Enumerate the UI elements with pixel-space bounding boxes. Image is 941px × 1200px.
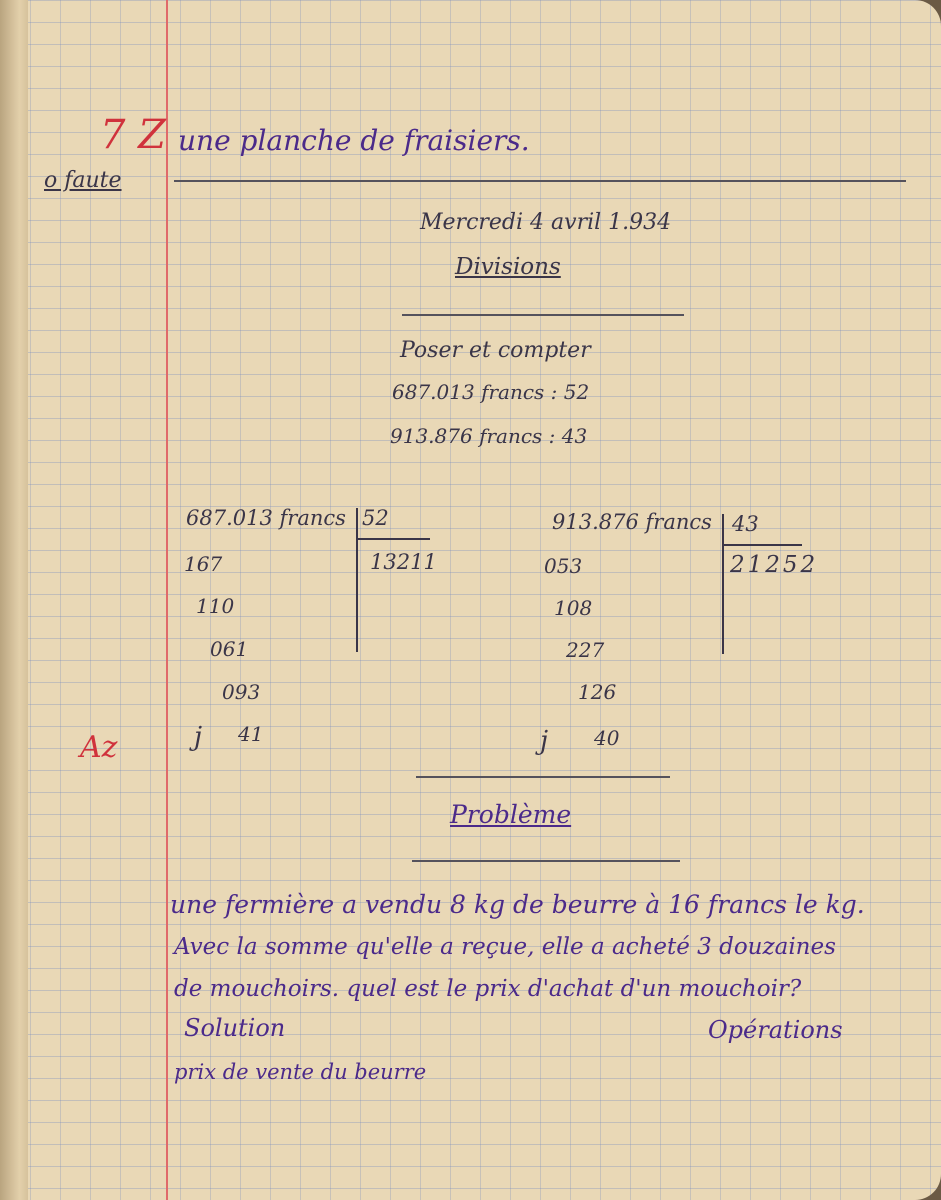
separator-line-problem-top — [416, 776, 670, 778]
division-2-step: 108 — [554, 596, 593, 620]
separator-line-title — [402, 314, 684, 316]
lesson-title: Divisions — [455, 254, 561, 280]
division-2-step: 227 — [566, 638, 605, 662]
instruction: Poser et compter — [400, 338, 591, 363]
division-1-remainder-label: j — [194, 722, 203, 752]
division-2-step: 053 — [544, 554, 583, 578]
problem-title: Problème — [450, 800, 572, 829]
division-2-step: 126 — [578, 680, 617, 704]
division-2-quotient: 21252 — [730, 552, 819, 578]
division-1-step: 167 — [184, 552, 223, 576]
division-1-step: 110 — [196, 594, 235, 618]
grade-mark-2: Az — [80, 730, 118, 765]
notebook-spine — [0, 0, 28, 1200]
division-2-remainder: 40 — [594, 726, 620, 750]
division-2-horizontal-bar — [722, 544, 802, 546]
solution-label: Solution — [184, 1014, 286, 1042]
separator-line-top — [174, 180, 906, 182]
red-margin-line — [166, 0, 168, 1200]
division-1-horizontal-bar — [356, 538, 430, 540]
division-2-dividend: 913.876 francs — [552, 510, 712, 534]
division-1-dividend: 687.013 francs — [186, 506, 346, 530]
division-2-divisor: 43 — [732, 512, 759, 536]
grade-mark: 7 Z — [100, 112, 166, 158]
exercise-2: 913.876 francs : 43 — [390, 424, 588, 448]
division-2-vertical-bar — [722, 514, 724, 654]
division-1-divisor: 52 — [362, 506, 389, 530]
faults-note: o faute — [44, 168, 122, 193]
solution-line-1: prix de vente du beurre — [174, 1060, 427, 1084]
operations-label: Opérations — [708, 1016, 843, 1044]
division-1-vertical-bar — [356, 508, 358, 652]
date: Mercredi 4 avril 1.934 — [420, 210, 672, 235]
problem-text-line: une fermière a vendu 8 kg de beurre à 16 francs le kg. — [170, 890, 865, 919]
exercise-1: 687.013 francs : 52 — [392, 380, 590, 404]
header-line-text: une planche de fraisiers. — [178, 124, 530, 157]
problem-text-line: Avec la somme qu'elle a reçue, elle a acheté 3 douzaines — [174, 934, 836, 960]
division-1-step: 093 — [222, 680, 261, 704]
division-2-remainder-label: j — [540, 726, 549, 756]
division-1-remainder: 41 — [238, 722, 264, 746]
separator-line-problem-bottom — [412, 860, 680, 862]
division-1-quotient: 13211 — [370, 550, 437, 574]
problem-text-line: de mouchoirs. quel est le prix d'achat d'un mouchoir? — [174, 976, 802, 1002]
division-1-step: 061 — [210, 637, 249, 661]
